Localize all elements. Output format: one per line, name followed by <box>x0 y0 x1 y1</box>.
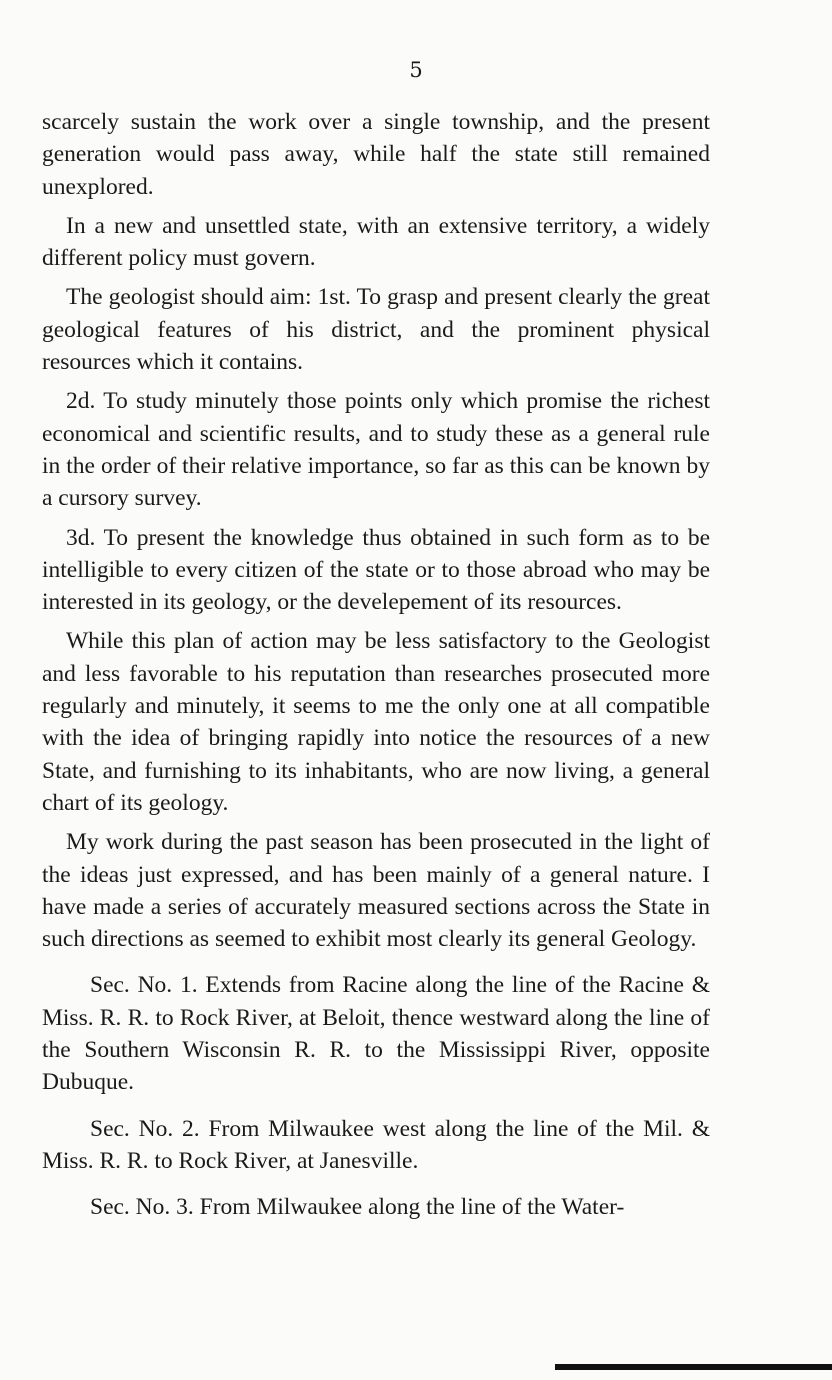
paragraph-section-1: Sec. No. 1. Extends from Racine along the line of the Racine & Miss. R. R. to Rock River, at Beloit, thence westward along the line of the Southern Wisconsin R. R. to the Mississippi River, opposite Dubuque. <box>42 972 710 1096</box>
page-number: 5 <box>409 58 423 82</box>
paragraph-work-season: My work during the past season has been prosecuted in the light of the ideas just expressed, and has been mainly of a general nature. I have made a series of accurately measured sections across the State in such directions as seemed to exhibit most clearly its general Geology. <box>42 829 710 953</box>
paragraph-continuation: scarcely sustain the work over a single township, and the present generation would pass away, while half the state still remained unexplored. <box>42 109 710 200</box>
paragraph-second-aim: 2d. To study minutely those points only which promise the richest economical and scientific results, and to study these as a general rule in the order of their relative importance, so far as this can be known by a cursory survey. <box>42 388 710 512</box>
paragraph-section-3: Sec. No. 3. From Milwaukee along the line of the Water- <box>90 1194 625 1221</box>
page-edge-rule <box>555 1364 832 1370</box>
body-text <box>42 106 710 1224</box>
paragraph-section-2: Sec. No. 2. From Milwaukee west along the line of the Mil. & Miss. R. R. to Rock River, at Janesville. <box>42 1115 710 1174</box>
paragraph-third-aim: 3d. To present the knowledge thus obtained in such form as to be intelligible to every citizen of the state or to those abroad who may be interested in its geology, or the develepement of its resources. <box>42 524 710 616</box>
paragraph-plan-of-action: While this plan of action may be less satisfactory to the Geologist and less favorable to his reputation than researches prosecuted more regularly and minutely, it seems to me the only one at all compatible with the idea of bringing rapidly into notice the resources of a new State, and furnishing to its inhabitants, who are now living, a general chart of its geology. <box>42 628 710 816</box>
paragraph-policy: In a new and unsettled state, with an extensive territory, a widely different policy must govern. <box>42 212 710 272</box>
paragraph-first-aim: The geologist should aim: 1st. To grasp and present clearly the great geological features of his district, and the prominent physical resources which it contains. <box>42 284 710 376</box>
